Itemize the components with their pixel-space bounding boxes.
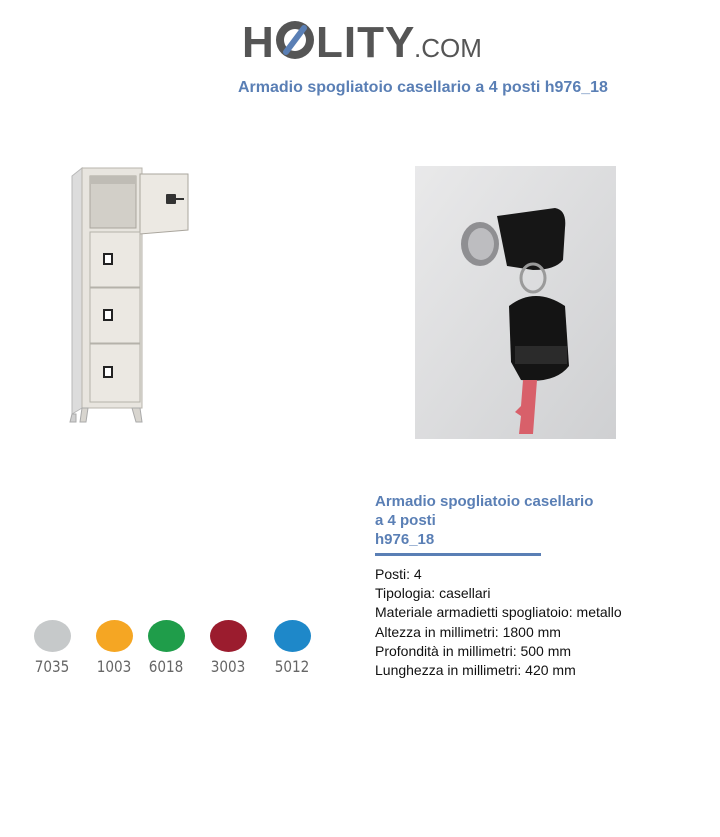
color-code: 1003	[96, 657, 132, 676]
product-title-line-3: h976_18	[375, 531, 435, 548]
spec-altezza: Altezza in millimetri: 1800 mm	[375, 623, 561, 640]
product-title	[375, 492, 635, 549]
swatch-7035[interactable]	[22, 620, 82, 676]
title-divider	[375, 553, 541, 556]
locker-image	[66, 164, 196, 426]
product-title-line-1: Armadio spogliatoio casellario	[375, 493, 594, 510]
color-code: 3003	[210, 657, 246, 676]
color-dot	[148, 620, 185, 652]
swatch-6018[interactable]	[136, 620, 196, 676]
swatch-1003[interactable]	[84, 620, 144, 676]
spec-tipologia: Tipologia: casellari	[375, 585, 491, 602]
color-dot	[210, 620, 247, 652]
logo-circle-icon	[276, 21, 314, 59]
page-title: Armadio spogliatoio casellario a 4 posti h976_18	[238, 79, 608, 96]
color-dot	[96, 620, 133, 652]
spec-materiale: Materiale armadietti spogliatoio: metallo	[375, 604, 622, 621]
lock-key-photo	[415, 166, 616, 439]
color-dot	[34, 620, 71, 652]
swatch-5012[interactable]	[262, 620, 322, 676]
spec-posti: Posti: 4	[375, 566, 422, 582]
swatch-3003[interactable]	[198, 620, 258, 676]
color-code: 5012	[274, 657, 310, 676]
color-code: 7035	[34, 657, 70, 676]
color-code: 6018	[148, 657, 184, 676]
color-dot	[274, 620, 311, 652]
logo-text-right: LITY	[316, 18, 416, 67]
product-title-line-2: a 4 posti	[375, 512, 436, 529]
spec-lunghezza: Lunghezza in millimetri: 420 mm	[375, 662, 576, 679]
product-specs	[375, 565, 622, 680]
logo-tld: .COM	[414, 33, 482, 63]
spec-profondita: Profondità in millimetri: 500 mm	[375, 642, 572, 659]
color-swatches	[30, 620, 330, 690]
logo-text-left: H	[242, 18, 275, 67]
holity-logo[interactable]	[242, 12, 482, 70]
